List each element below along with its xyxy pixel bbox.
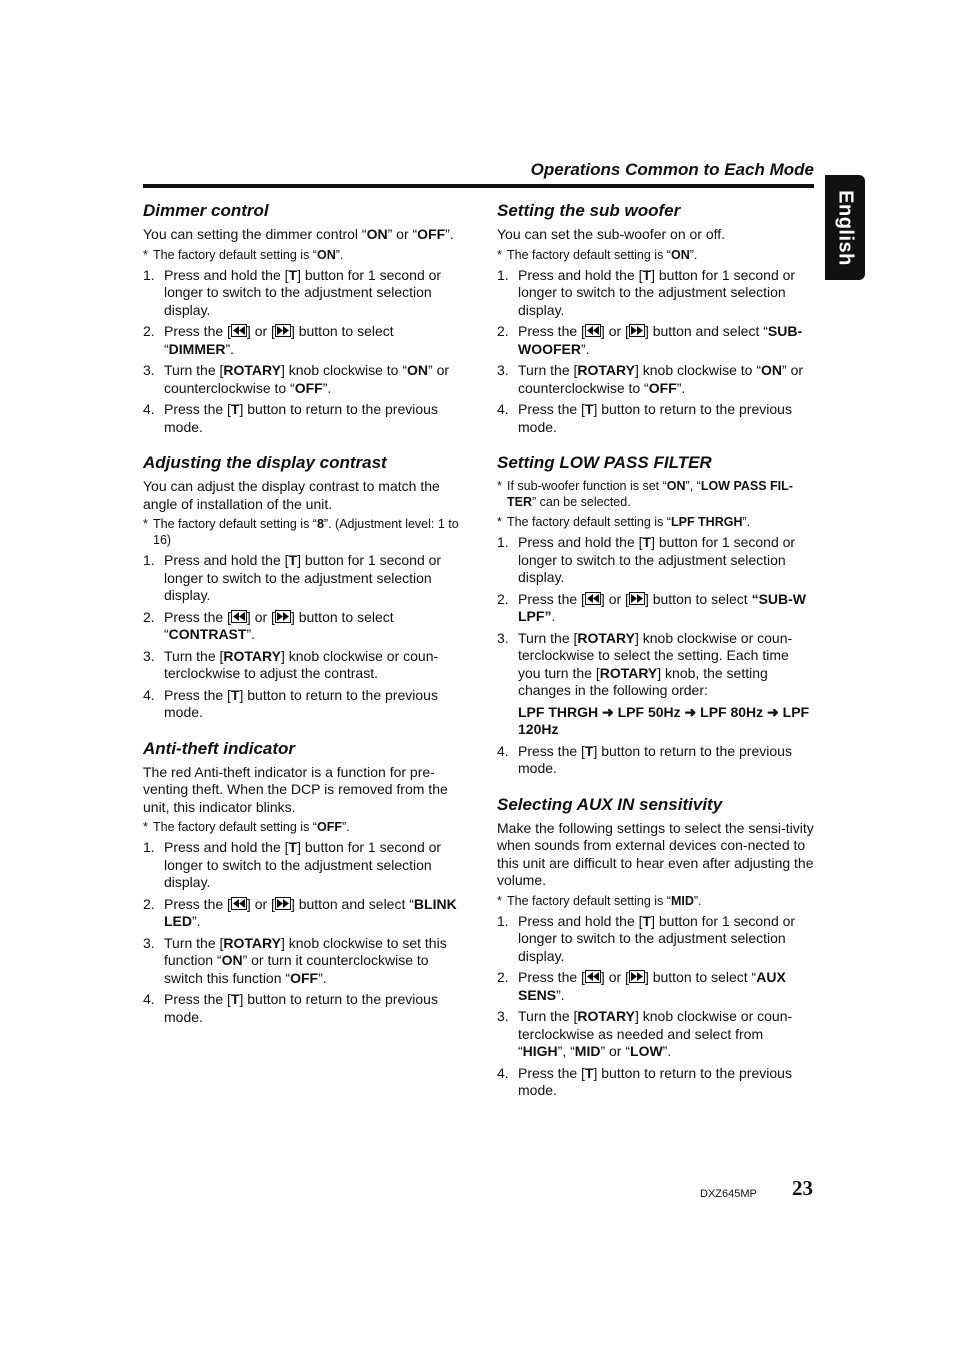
antitheft-heading: Anti-theft indicator: [143, 738, 296, 758]
list-item: 1. Press and hold the [T] button for 1 second or longer to switch to the adjustment selection display.: [143, 266, 442, 318]
antitheft-steps: [143, 839, 461, 1026]
list-item: 4. Press the [T] button to return to the previous mode.: [497, 742, 792, 776]
list-item: 2. Press the [ ] or [ ] button to select “AUX SENS”.: [497, 969, 786, 1003]
list-item: 4. Press the [T] button to return to the previous mode.: [497, 401, 792, 435]
lpf-sequence: LPF THRGH ➜ LPF 50Hz ➜ LPF 80Hz ➜ LPF 120Hz: [518, 703, 810, 737]
lpf-condition-note: * If sub-woofer function is set “ON”, “LOW PASS FIL-TER” can be selected.: [497, 479, 793, 509]
subwoofer-steps: [497, 267, 815, 437]
antitheft-intro: The red Anti-theft indicator is a function for pre-venting theft. When the DCP is removed from the unit, this indicator blinks.: [143, 763, 448, 815]
dimmer-intro: You can setting the dimmer control “ON” or “OFF”.: [143, 226, 454, 242]
skip-back-icon: [585, 324, 601, 337]
contrast-default-note: * The factory default setting is “8”. (Adjustment level: 1 to 16): [143, 517, 459, 547]
aux-heading: Selecting AUX IN sensitivity: [497, 794, 723, 814]
dimmer-section: [143, 200, 461, 436]
list-item: 2. Press the [ ] or [ ] button and select “SUB-WOOFER”.: [497, 323, 803, 357]
list-item: 3. Turn the [ROTARY] knob clockwise or coun-terclockwise as needed and select from “HIGH”, “MID” or “LOW”.: [497, 1008, 793, 1059]
lpf-default-note: * The factory default setting is “LPF THRGH”.: [497, 515, 751, 529]
skip-back-icon: [231, 324, 247, 337]
list-item: 4. Press the [T] button to return to the previous mode.: [497, 1064, 792, 1098]
page-number: 23: [792, 1176, 813, 1200]
subwoofer-default-note: * The factory default setting is “ON”.: [497, 247, 698, 262]
list-item: 1. Press and hold the [T] button for 1 second or longer to switch to the adjustment selection display.: [497, 266, 796, 318]
contrast-section: [143, 452, 461, 722]
antitheft-default-note: * The factory default setting is “OFF”.: [143, 820, 350, 834]
skip-forward-icon: [275, 897, 291, 910]
lpf-heading: Setting LOW PASS FILTER: [497, 453, 712, 472]
list-item: 3. Turn the [ROTARY] knob clockwise to “ON” or counterclockwise to “OFF”.: [497, 362, 804, 396]
list-item: 2. Press the [ ] or [ ] button to select “DIMMER”.: [143, 323, 394, 357]
subwoofer-intro: You can set the sub-woofer on or off.: [497, 226, 726, 242]
right-column: [497, 200, 815, 1116]
lpf-steps: [497, 534, 815, 778]
list-item: 3. Turn the [ROTARY] knob clockwise or coun-terclockwise to select the setting. Each time you turn the [ROTARY] knob, the setting changes in the following order: LPF THRGH ➜ LPF 50Hz ➜ LPF 80Hz ➜ LPF 120Hz: [497, 630, 815, 739]
left-column: [143, 200, 461, 1042]
section-header-title: Operations Common to Each Mode: [530, 160, 814, 179]
aux-section: [497, 794, 815, 1100]
skip-back-icon: [231, 610, 247, 623]
aux-intro: Make the following settings to select the sensi-tivity when sounds from external devices con-nected to this unit are difficult to hear even after adjusting the volume.: [497, 819, 814, 888]
antitheft-section: [143, 738, 461, 1027]
list-item: 3. Turn the [ROTARY] knob clockwise to “ON” or counterclockwise to “OFF”.: [143, 362, 450, 396]
list-item: 1. Press and hold the [T] button for 1 second or longer to switch to the adjustment selection display.: [497, 534, 796, 585]
list-item: 3. Turn the [ROTARY] knob clockwise to set this function “ON” or turn it counterclockwise to switch this function “OFF”.: [143, 934, 447, 986]
model-number: DXZ645MP: [700, 1188, 757, 1200]
list-item: 4. Press the [T] button to return to the previous mode.: [143, 686, 438, 720]
skip-forward-icon: [629, 970, 645, 983]
subwoofer-section: [497, 200, 815, 436]
contrast-heading: Adjusting the display contrast: [143, 453, 387, 472]
skip-forward-icon: [275, 610, 291, 623]
skip-forward-icon: [629, 324, 645, 337]
dimmer-default-note: * The factory default setting is “ON”.: [143, 247, 344, 262]
lpf-section: [497, 452, 815, 778]
aux-default-note: * The factory default setting is “MID”.: [497, 893, 702, 908]
skip-back-icon: [231, 897, 247, 910]
language-tab: [825, 175, 865, 280]
list-item: 1. Press and hold the [T] button for 1 second or longer to switch to the adjustment selection display.: [143, 552, 442, 603]
dimmer-steps: [143, 267, 461, 437]
dimmer-heading: Dimmer control: [143, 201, 269, 220]
list-item: 3. Turn the [ROTARY] knob clockwise or coun-terclockwise to adjust the contrast.: [143, 647, 439, 681]
list-item: 1. Press and hold the [T] button for 1 second or longer to switch to the adjustment selection display.: [497, 912, 796, 964]
contrast-intro: You can adjust the display contrast to match the angle of installation of the unit.: [143, 478, 440, 512]
list-item: 4. Press the [T] button to return to the previous mode.: [143, 991, 438, 1025]
skip-forward-icon: [629, 592, 645, 605]
language-tab-label: English: [834, 189, 857, 266]
aux-steps: [497, 913, 815, 1100]
list-item: 2. Press the [ ] or [ ] button and select “BLINK LED”.: [143, 895, 457, 929]
skip-back-icon: [585, 970, 601, 983]
skip-forward-icon: [275, 324, 291, 337]
list-item: 1. Press and hold the [T] button for 1 second or longer to switch to the adjustment selection display.: [143, 839, 442, 890]
subwoofer-heading: Setting the sub woofer: [497, 201, 681, 220]
skip-back-icon: [585, 592, 601, 605]
contrast-steps: [143, 552, 461, 722]
header-divider: [143, 184, 814, 188]
list-item: 4. Press the [T] button to return to the previous mode.: [143, 401, 438, 435]
list-item: 2. Press the [ ] or [ ] button to select “CONTRAST”.: [143, 608, 394, 642]
list-item: 2. Press the [ ] or [ ] button to select “SUB-W LPF”.: [497, 590, 806, 624]
